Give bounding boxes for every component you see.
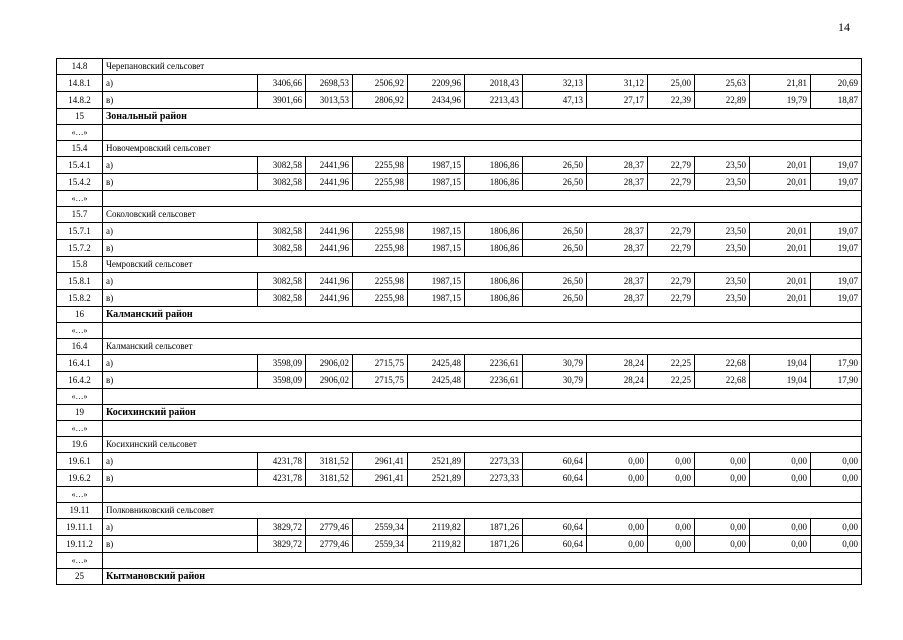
table-row <box>57 536 862 553</box>
value-cell: 26,50 <box>523 290 587 307</box>
row-label: а) <box>103 273 258 290</box>
ellipsis-row <box>57 125 862 141</box>
row-code: 19.11.1 <box>57 519 103 536</box>
value-cell: 2255,98 <box>353 290 408 307</box>
table-row <box>57 75 862 92</box>
value-cell: 26,50 <box>523 157 587 174</box>
value-cell: 0,00 <box>587 470 648 487</box>
value-cell: 3406,66 <box>258 75 306 92</box>
settlement-row <box>57 339 862 355</box>
value-cell: 23,50 <box>695 290 750 307</box>
value-cell: 2441,96 <box>306 157 353 174</box>
value-cell: 3082,58 <box>258 290 306 307</box>
value-cell: 22,25 <box>648 372 695 389</box>
value-cell: 28,37 <box>587 174 648 191</box>
value-cell: 2441,96 <box>306 290 353 307</box>
ellipsis-row <box>57 421 862 437</box>
value-cell: 3082,58 <box>258 240 306 257</box>
table-row <box>57 290 862 307</box>
row-label: в) <box>103 536 258 553</box>
value-cell: 1987,15 <box>408 157 465 174</box>
row-code: 19.6.2 <box>57 470 103 487</box>
value-cell: 28,37 <box>587 240 648 257</box>
value-cell: 2236,61 <box>465 355 523 372</box>
value-cell: 2119,82 <box>408 536 465 553</box>
value-cell: 2255,98 <box>353 174 408 191</box>
row-label: а) <box>103 519 258 536</box>
value-cell: 28,37 <box>587 223 648 240</box>
value-cell: 26,50 <box>523 223 587 240</box>
table-row <box>57 157 862 174</box>
value-cell: 2779,46 <box>306 536 353 553</box>
value-cell: 28,24 <box>587 372 648 389</box>
value-cell: 2018,43 <box>465 75 523 92</box>
value-cell: 17,90 <box>811 355 862 372</box>
value-cell: 60,64 <box>523 470 587 487</box>
row-code: 14.8.2 <box>57 92 103 109</box>
value-cell: 3901,66 <box>258 92 306 109</box>
row-code: 14.8.1 <box>57 75 103 92</box>
value-cell: 20,01 <box>750 273 811 290</box>
omission-marker: «…» <box>57 487 103 503</box>
value-cell: 2255,98 <box>353 157 408 174</box>
value-cell: 2961,41 <box>353 453 408 470</box>
value-cell: 2559,34 <box>353 536 408 553</box>
value-cell: 0,00 <box>811 453 862 470</box>
value-cell: 2559,34 <box>353 519 408 536</box>
value-cell: 2906,02 <box>306 372 353 389</box>
value-cell: 3082,58 <box>258 174 306 191</box>
value-cell: 3082,58 <box>258 223 306 240</box>
value-cell: 3181,52 <box>306 470 353 487</box>
value-cell: 1987,15 <box>408 273 465 290</box>
settlement-row <box>57 141 862 157</box>
row-code: 19.11 <box>57 503 103 519</box>
value-cell: 2434,96 <box>408 92 465 109</box>
table-row <box>57 355 862 372</box>
value-cell: 2209,96 <box>408 75 465 92</box>
value-cell: 27,17 <box>587 92 648 109</box>
value-cell: 2236,61 <box>465 372 523 389</box>
ellipsis-row <box>57 191 862 207</box>
value-cell: 2255,98 <box>353 273 408 290</box>
value-cell: 1806,86 <box>465 157 523 174</box>
row-code: 15.7.2 <box>57 240 103 257</box>
value-cell: 0,00 <box>695 536 750 553</box>
value-cell: 2255,98 <box>353 240 408 257</box>
omission-marker: «…» <box>57 125 103 141</box>
value-cell: 19,07 <box>811 223 862 240</box>
ellipsis-row <box>57 323 862 339</box>
ellipsis-row <box>57 553 862 569</box>
value-cell: 2779,46 <box>306 519 353 536</box>
row-code: 25 <box>57 569 103 585</box>
value-cell: 30,79 <box>523 355 587 372</box>
value-cell: 0,00 <box>750 519 811 536</box>
empty-cell <box>103 323 862 339</box>
value-cell: 20,69 <box>811 75 862 92</box>
value-cell: 0,00 <box>648 519 695 536</box>
settlement-name: Соколовский сельсовет <box>103 207 862 223</box>
value-cell: 20,01 <box>750 223 811 240</box>
settlement-row <box>57 257 862 273</box>
value-cell: 28,37 <box>587 157 648 174</box>
value-cell: 2506,92 <box>353 75 408 92</box>
settlement-row <box>57 207 862 223</box>
value-cell: 1806,86 <box>465 273 523 290</box>
omission-marker: «…» <box>57 191 103 207</box>
row-label: в) <box>103 470 258 487</box>
value-cell: 23,50 <box>695 273 750 290</box>
row-code: 15.8 <box>57 257 103 273</box>
value-cell: 25,00 <box>648 75 695 92</box>
value-cell: 3181,52 <box>306 453 353 470</box>
settlement-row <box>57 59 862 75</box>
row-code: 19.6.1 <box>57 453 103 470</box>
district-name: Калманский район <box>103 307 862 323</box>
empty-cell <box>103 125 862 141</box>
value-cell: 60,64 <box>523 453 587 470</box>
value-cell: 3082,58 <box>258 157 306 174</box>
district-name: Косихинский район <box>103 405 862 421</box>
value-cell: 0,00 <box>648 536 695 553</box>
value-cell: 20,01 <box>750 157 811 174</box>
settlement-name: Новочемровский сельсовет <box>103 141 862 157</box>
value-cell: 2273,33 <box>465 470 523 487</box>
row-code: 14.8 <box>57 59 103 75</box>
value-cell: 23,50 <box>695 174 750 191</box>
tariff-table <box>56 58 862 585</box>
value-cell: 22,68 <box>695 372 750 389</box>
row-code: 15.8.1 <box>57 273 103 290</box>
district-row <box>57 307 862 323</box>
table-row <box>57 273 862 290</box>
value-cell: 28,37 <box>587 273 648 290</box>
value-cell: 20,01 <box>750 290 811 307</box>
value-cell: 22,79 <box>648 157 695 174</box>
value-cell: 1987,15 <box>408 174 465 191</box>
value-cell: 4231,78 <box>258 453 306 470</box>
row-code: 15.4.2 <box>57 174 103 191</box>
table-row <box>57 174 862 191</box>
value-cell: 22,39 <box>648 92 695 109</box>
row-label: в) <box>103 92 258 109</box>
value-cell: 3013,53 <box>306 92 353 109</box>
value-cell: 2806,92 <box>353 92 408 109</box>
value-cell: 18,87 <box>811 92 862 109</box>
settlement-name: Черепановский сельсовет <box>103 59 862 75</box>
row-code: 15.4 <box>57 141 103 157</box>
value-cell: 0,00 <box>695 470 750 487</box>
row-code: 15.7 <box>57 207 103 223</box>
value-cell: 1871,26 <box>465 519 523 536</box>
value-cell: 19,07 <box>811 174 862 191</box>
settlement-row <box>57 437 862 453</box>
empty-cell <box>103 487 862 503</box>
row-label: в) <box>103 290 258 307</box>
value-cell: 28,37 <box>587 290 648 307</box>
value-cell: 1871,26 <box>465 536 523 553</box>
value-cell: 23,50 <box>695 240 750 257</box>
value-cell: 0,00 <box>695 519 750 536</box>
value-cell: 22,79 <box>648 223 695 240</box>
value-cell: 19,04 <box>750 372 811 389</box>
value-cell: 19,07 <box>811 290 862 307</box>
value-cell: 0,00 <box>587 453 648 470</box>
table-row <box>57 519 862 536</box>
value-cell: 23,50 <box>695 223 750 240</box>
district-row <box>57 405 862 421</box>
value-cell: 26,50 <box>523 240 587 257</box>
value-cell: 1987,15 <box>408 223 465 240</box>
value-cell: 4231,78 <box>258 470 306 487</box>
value-cell: 0,00 <box>811 470 862 487</box>
row-label: а) <box>103 453 258 470</box>
settlement-name: Косихинский сельсовет <box>103 437 862 453</box>
value-cell: 2425,48 <box>408 372 465 389</box>
table-row <box>57 92 862 109</box>
value-cell: 2441,96 <box>306 273 353 290</box>
value-cell: 0,00 <box>648 453 695 470</box>
table-row <box>57 470 862 487</box>
value-cell: 21,81 <box>750 75 811 92</box>
value-cell: 0,00 <box>811 519 862 536</box>
value-cell: 1806,86 <box>465 174 523 191</box>
value-cell: 20,01 <box>750 240 811 257</box>
value-cell: 2441,96 <box>306 174 353 191</box>
empty-cell <box>103 421 862 437</box>
value-cell: 2441,96 <box>306 240 353 257</box>
value-cell: 25,63 <box>695 75 750 92</box>
value-cell: 0,00 <box>811 536 862 553</box>
omission-marker: «…» <box>57 421 103 437</box>
row-label: в) <box>103 372 258 389</box>
ellipsis-row <box>57 487 862 503</box>
value-cell: 2425,48 <box>408 355 465 372</box>
value-cell: 0,00 <box>750 470 811 487</box>
row-code: 16.4.1 <box>57 355 103 372</box>
row-code: 15 <box>57 109 103 125</box>
value-cell: 3082,58 <box>258 273 306 290</box>
row-label: а) <box>103 157 258 174</box>
row-code: 15.7.1 <box>57 223 103 240</box>
row-code: 15.8.2 <box>57 290 103 307</box>
district-name: Кытмановский район <box>103 569 862 585</box>
value-cell: 1987,15 <box>408 290 465 307</box>
value-cell: 22,89 <box>695 92 750 109</box>
value-cell: 1806,86 <box>465 240 523 257</box>
page-number: 14 <box>838 20 850 34</box>
value-cell: 2715,75 <box>353 355 408 372</box>
value-cell: 47,13 <box>523 92 587 109</box>
value-cell: 2521,89 <box>408 453 465 470</box>
omission-marker: «…» <box>57 323 103 339</box>
settlement-name: Чемровский сельсовет <box>103 257 862 273</box>
value-cell: 60,64 <box>523 519 587 536</box>
value-cell: 19,07 <box>811 273 862 290</box>
row-code: 16 <box>57 307 103 323</box>
value-cell: 2213,43 <box>465 92 523 109</box>
value-cell: 2961,41 <box>353 470 408 487</box>
value-cell: 22,79 <box>648 240 695 257</box>
value-cell: 22,79 <box>648 290 695 307</box>
value-cell: 2119,82 <box>408 519 465 536</box>
value-cell: 0,00 <box>750 536 811 553</box>
row-label: в) <box>103 240 258 257</box>
value-cell: 19,07 <box>811 240 862 257</box>
value-cell: 22,79 <box>648 273 695 290</box>
value-cell: 2441,96 <box>306 223 353 240</box>
value-cell: 30,79 <box>523 372 587 389</box>
row-code: 19.6 <box>57 437 103 453</box>
value-cell: 19,79 <box>750 92 811 109</box>
value-cell: 20,01 <box>750 174 811 191</box>
district-row <box>57 569 862 585</box>
omission-marker: «…» <box>57 553 103 569</box>
row-code: 15.4.1 <box>57 157 103 174</box>
value-cell: 2906,02 <box>306 355 353 372</box>
value-cell: 2255,98 <box>353 223 408 240</box>
value-cell: 2521,89 <box>408 470 465 487</box>
value-cell: 3598,09 <box>258 355 306 372</box>
value-cell: 3598,09 <box>258 372 306 389</box>
district-row <box>57 109 862 125</box>
value-cell: 22,68 <box>695 355 750 372</box>
table-row <box>57 372 862 389</box>
value-cell: 26,50 <box>523 273 587 290</box>
value-cell: 0,00 <box>750 453 811 470</box>
value-cell: 31,12 <box>587 75 648 92</box>
settlement-row <box>57 503 862 519</box>
value-cell: 0,00 <box>648 470 695 487</box>
value-cell: 19,07 <box>811 157 862 174</box>
value-cell: 17,90 <box>811 372 862 389</box>
row-label: а) <box>103 75 258 92</box>
row-code: 16.4.2 <box>57 372 103 389</box>
row-label: в) <box>103 174 258 191</box>
ellipsis-row <box>57 389 862 405</box>
row-code: 19 <box>57 405 103 421</box>
value-cell: 22,79 <box>648 174 695 191</box>
empty-cell <box>103 553 862 569</box>
value-cell: 2273,33 <box>465 453 523 470</box>
value-cell: 1806,86 <box>465 223 523 240</box>
row-code: 19.11.2 <box>57 536 103 553</box>
omission-marker: «…» <box>57 389 103 405</box>
row-label: а) <box>103 355 258 372</box>
value-cell: 3829,72 <box>258 536 306 553</box>
settlement-name: Калманский сельсовет <box>103 339 862 355</box>
value-cell: 2715,75 <box>353 372 408 389</box>
row-code: 16.4 <box>57 339 103 355</box>
value-cell: 3829,72 <box>258 519 306 536</box>
value-cell: 19,04 <box>750 355 811 372</box>
value-cell: 1806,86 <box>465 290 523 307</box>
settlement-name: Полковниковский сельсовет <box>103 503 862 519</box>
table-row <box>57 240 862 257</box>
value-cell: 1987,15 <box>408 240 465 257</box>
value-cell: 22,25 <box>648 355 695 372</box>
row-label: а) <box>103 223 258 240</box>
table-row <box>57 453 862 470</box>
value-cell: 26,50 <box>523 174 587 191</box>
empty-cell <box>103 191 862 207</box>
value-cell: 32,13 <box>523 75 587 92</box>
value-cell: 0,00 <box>587 536 648 553</box>
value-cell: 23,50 <box>695 157 750 174</box>
value-cell: 0,00 <box>695 453 750 470</box>
district-name: Зональный район <box>103 109 862 125</box>
empty-cell <box>103 389 862 405</box>
table-row <box>57 223 862 240</box>
value-cell: 60,64 <box>523 536 587 553</box>
value-cell: 28,24 <box>587 355 648 372</box>
value-cell: 2698,53 <box>306 75 353 92</box>
value-cell: 0,00 <box>587 519 648 536</box>
